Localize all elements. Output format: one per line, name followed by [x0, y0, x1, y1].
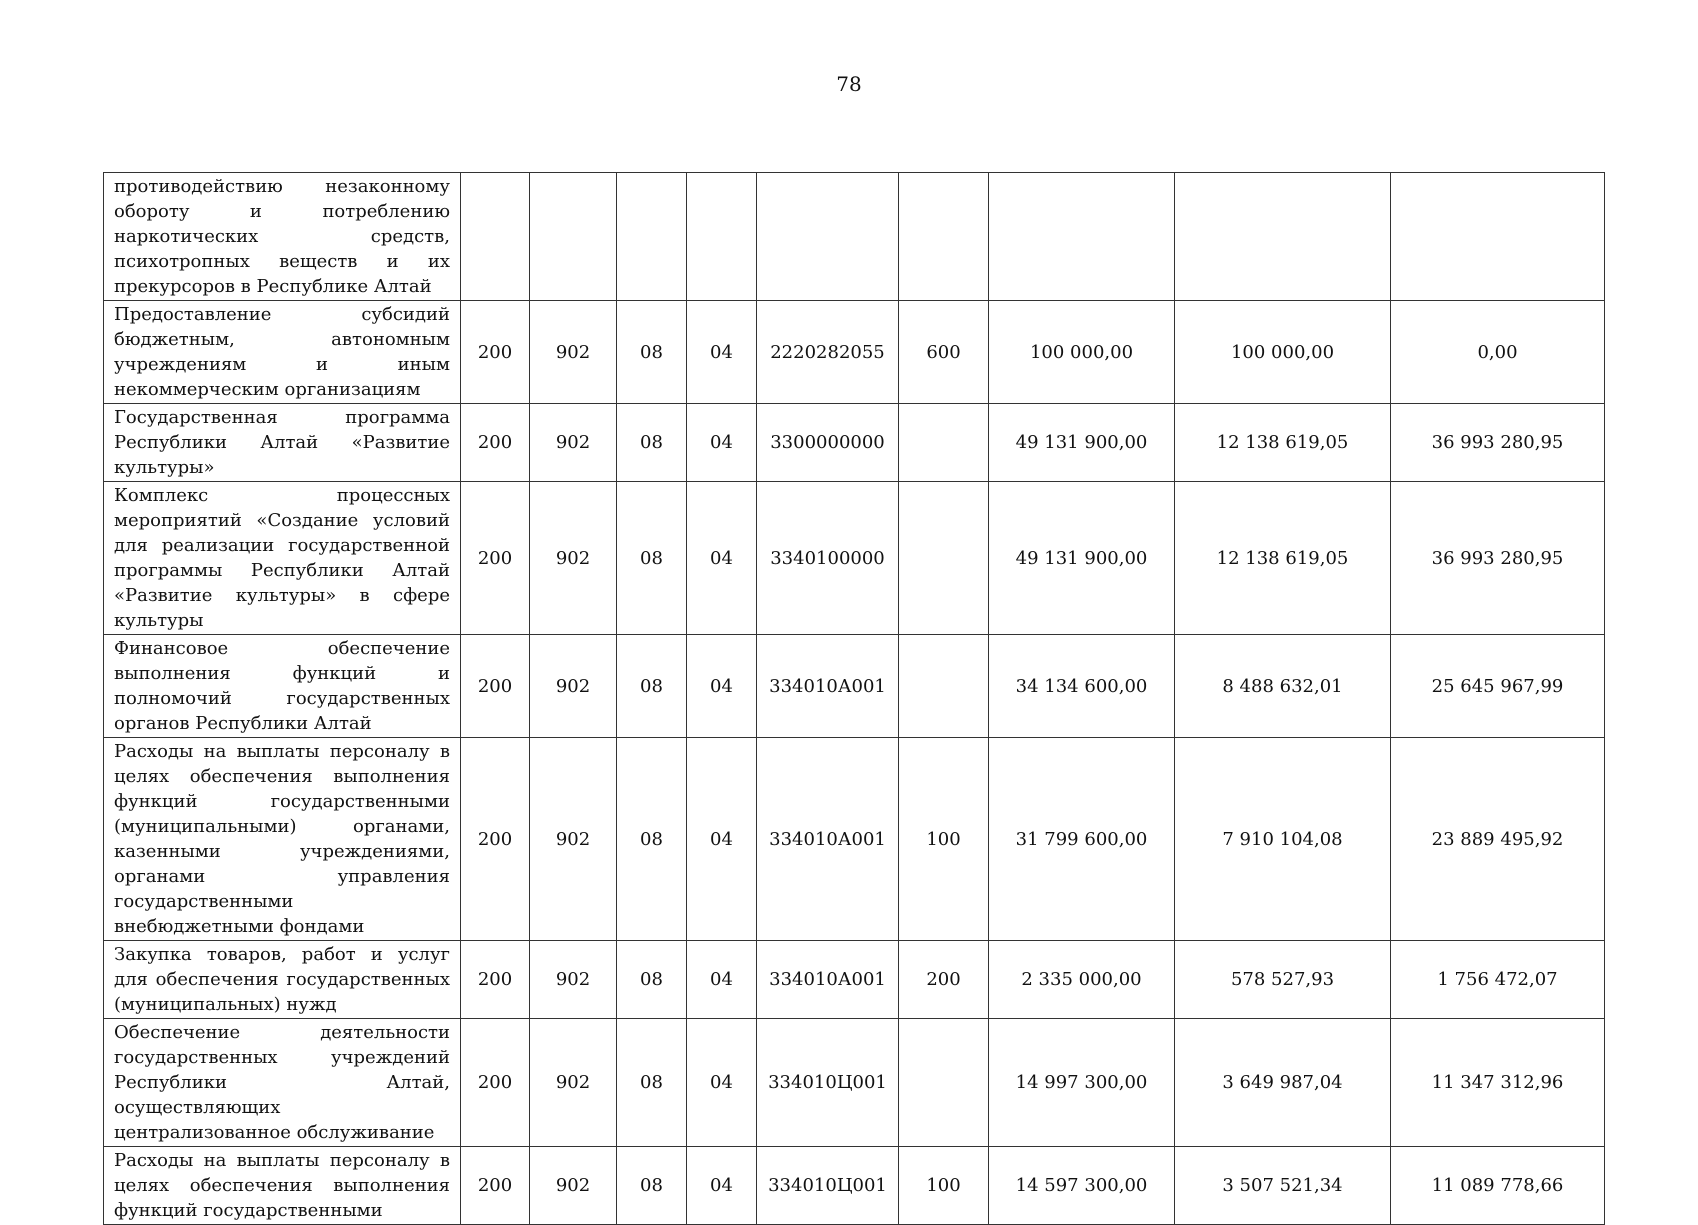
cell-col5: 3300000000 [757, 404, 899, 482]
cell-col5: 334010А001 [757, 738, 899, 941]
cell-col2: 902 [530, 1019, 617, 1147]
row-name: противодействию незаконному обороту и потреблению наркотических средств, психотропных веществ и их прекурсоров в Республике Алтай [104, 173, 461, 301]
cell-col5: 334010Ц001 [757, 1019, 899, 1147]
cell-col5: 334010А001 [757, 635, 899, 738]
cell-col3 [617, 173, 687, 301]
cell-col6 [899, 173, 989, 301]
cell-col6: 200 [899, 941, 989, 1019]
cell-col6 [899, 635, 989, 738]
page-number: 78 [836, 72, 862, 96]
cell-col6 [899, 1019, 989, 1147]
cell-col8: 100 000,00 [1175, 301, 1391, 404]
cell-col8: 578 527,93 [1175, 941, 1391, 1019]
cell-col7: 14 597 300,00 [989, 1147, 1175, 1225]
budget-table [103, 172, 1605, 1225]
table-row [104, 1147, 1605, 1225]
cell-col7: 2 335 000,00 [989, 941, 1175, 1019]
cell-col3: 08 [617, 941, 687, 1019]
cell-col4 [687, 173, 757, 301]
cell-col7 [989, 173, 1175, 301]
cell-col4: 04 [687, 1019, 757, 1147]
cell-col7: 14 997 300,00 [989, 1019, 1175, 1147]
cell-col2: 902 [530, 635, 617, 738]
table-row [104, 173, 1605, 301]
cell-col3: 08 [617, 635, 687, 738]
cell-col1: 200 [461, 635, 530, 738]
cell-col6 [899, 482, 989, 635]
cell-col8: 8 488 632,01 [1175, 635, 1391, 738]
row-name: Предоставление субсидий бюджетным, автономным учреждениям и иным некоммерческим организациям [104, 301, 461, 404]
cell-col4: 04 [687, 635, 757, 738]
cell-col2: 902 [530, 941, 617, 1019]
cell-col9 [1391, 173, 1605, 301]
cell-col3: 08 [617, 738, 687, 941]
cell-col8: 7 910 104,08 [1175, 738, 1391, 941]
cell-col2: 902 [530, 482, 617, 635]
cell-col9: 0,00 [1391, 301, 1605, 404]
row-name: Финансовое обеспечение выполнения функций и полномочий государственных органов Республики Алтай [104, 635, 461, 738]
cell-col6: 100 [899, 1147, 989, 1225]
row-name: Расходы на выплаты персоналу в целях обеспечения выполнения функций государственными [104, 1147, 461, 1225]
cell-col9: 23 889 495,92 [1391, 738, 1605, 941]
cell-col9: 25 645 967,99 [1391, 635, 1605, 738]
cell-col5: 2220282055 [757, 301, 899, 404]
cell-col8: 12 138 619,05 [1175, 404, 1391, 482]
cell-col8: 12 138 619,05 [1175, 482, 1391, 635]
cell-col1: 200 [461, 941, 530, 1019]
table-row [104, 738, 1605, 941]
cell-col9: 11 089 778,66 [1391, 1147, 1605, 1225]
cell-col8 [1175, 173, 1391, 301]
cell-col7: 49 131 900,00 [989, 404, 1175, 482]
cell-col2: 902 [530, 404, 617, 482]
table-row [104, 941, 1605, 1019]
table-row [104, 1019, 1605, 1147]
cell-col3: 08 [617, 1019, 687, 1147]
cell-col2: 902 [530, 301, 617, 404]
cell-col3: 08 [617, 301, 687, 404]
cell-col5 [757, 173, 899, 301]
row-name: Закупка товаров, работ и услуг для обеспечения государственных (муниципальных) нужд [104, 941, 461, 1019]
cell-col9: 36 993 280,95 [1391, 404, 1605, 482]
cell-col7: 49 131 900,00 [989, 482, 1175, 635]
cell-col5: 334010Ц001 [757, 1147, 899, 1225]
table-row [104, 301, 1605, 404]
row-name: Государственная программа Республики Алтай «Развитие культуры» [104, 404, 461, 482]
cell-col6: 100 [899, 738, 989, 941]
table-row [104, 404, 1605, 482]
cell-col1: 200 [461, 482, 530, 635]
cell-col8: 3 507 521,34 [1175, 1147, 1391, 1225]
cell-col2 [530, 173, 617, 301]
cell-col9: 1 756 472,07 [1391, 941, 1605, 1019]
row-name: Расходы на выплаты персоналу в целях обеспечения выполнения функций государственными (муниципальными) органами, казенными учреждениями, органами управления государственными внебюджетными фондами [104, 738, 461, 941]
cell-col4: 04 [687, 1147, 757, 1225]
cell-col4: 04 [687, 301, 757, 404]
cell-col3: 08 [617, 404, 687, 482]
cell-col1: 200 [461, 404, 530, 482]
cell-col7: 34 134 600,00 [989, 635, 1175, 738]
cell-col4: 04 [687, 738, 757, 941]
table-row [104, 482, 1605, 635]
cell-col1: 200 [461, 738, 530, 941]
cell-col8: 3 649 987,04 [1175, 1019, 1391, 1147]
cell-col7: 31 799 600,00 [989, 738, 1175, 941]
cell-col9: 36 993 280,95 [1391, 482, 1605, 635]
row-name: Обеспечение деятельности государственных учреждений Республики Алтай, осуществляющих централизованное обслуживание [104, 1019, 461, 1147]
cell-col1: 200 [461, 1019, 530, 1147]
cell-col1: 200 [461, 1147, 530, 1225]
cell-col2: 902 [530, 1147, 617, 1225]
cell-col4: 04 [687, 482, 757, 635]
cell-col5: 3340100000 [757, 482, 899, 635]
cell-col7: 100 000,00 [989, 301, 1175, 404]
cell-col6 [899, 404, 989, 482]
table-row [104, 635, 1605, 738]
cell-col3: 08 [617, 1147, 687, 1225]
cell-col9: 11 347 312,96 [1391, 1019, 1605, 1147]
cell-col2: 902 [530, 738, 617, 941]
cell-col6: 600 [899, 301, 989, 404]
cell-col1 [461, 173, 530, 301]
cell-col5: 334010А001 [757, 941, 899, 1019]
cell-col1: 200 [461, 301, 530, 404]
cell-col4: 04 [687, 404, 757, 482]
row-name: Комплекс процессных мероприятий «Создание условий для реализации государственной программы Республики Алтай «Развитие культуры» в сфере культуры [104, 482, 461, 635]
cell-col3: 08 [617, 482, 687, 635]
cell-col4: 04 [687, 941, 757, 1019]
